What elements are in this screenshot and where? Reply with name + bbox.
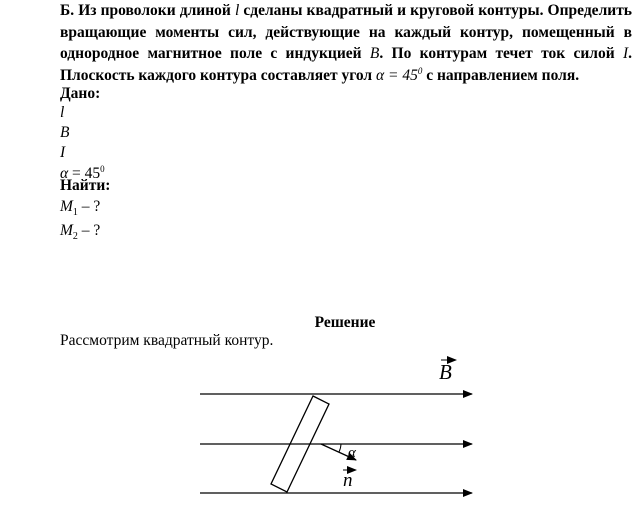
given-i: I [60,144,66,161]
given-title: Дано: [60,85,101,102]
find-section [60,177,110,240]
n-vector-label: n [343,470,353,491]
problem-statement [60,0,632,86]
given-l: l [60,104,65,121]
b-vector-label: B [439,360,452,384]
given-b: B [60,124,70,141]
solution-intro: Рассмотрим квадратный контур. [60,332,274,349]
solution-heading: Решение [314,314,376,331]
find-title: Найти: [60,177,111,194]
given-section [60,85,105,183]
angle-arc [339,444,341,452]
problem-text-1: Из проволоки длиной [78,2,231,19]
given-degree: 0 [100,164,105,174]
find-m1: $M_1$ – ? [60,198,101,218]
alpha-label: α [348,445,356,461]
given-alpha: $\alpha = 45^0$ [60,164,105,182]
symbol-i: I [622,45,629,62]
problem-text-2: сделаны квадратный и круговой контуры. Определить вращающие моменты сил, действующие на каждый контур, помещенный в однородное магнитное поле с индукцией [60,2,633,62]
field-diagram [190,350,490,508]
degree-mark: 0 [417,65,423,76]
find-m2: $M_2$ – ? [60,222,101,242]
problem-label: Б. [60,2,75,19]
symbol-l: l [234,2,240,19]
problem-text-5: с направлением поля. [426,66,580,84]
problem-text-3: . По контурам течет ток силой [379,45,615,62]
angle-expression: $\alpha = 45^0$ [376,65,423,84]
problem-text-4: . Плоскость каждого контура составляет угол [60,45,632,84]
symbol-b: B [369,45,380,62]
